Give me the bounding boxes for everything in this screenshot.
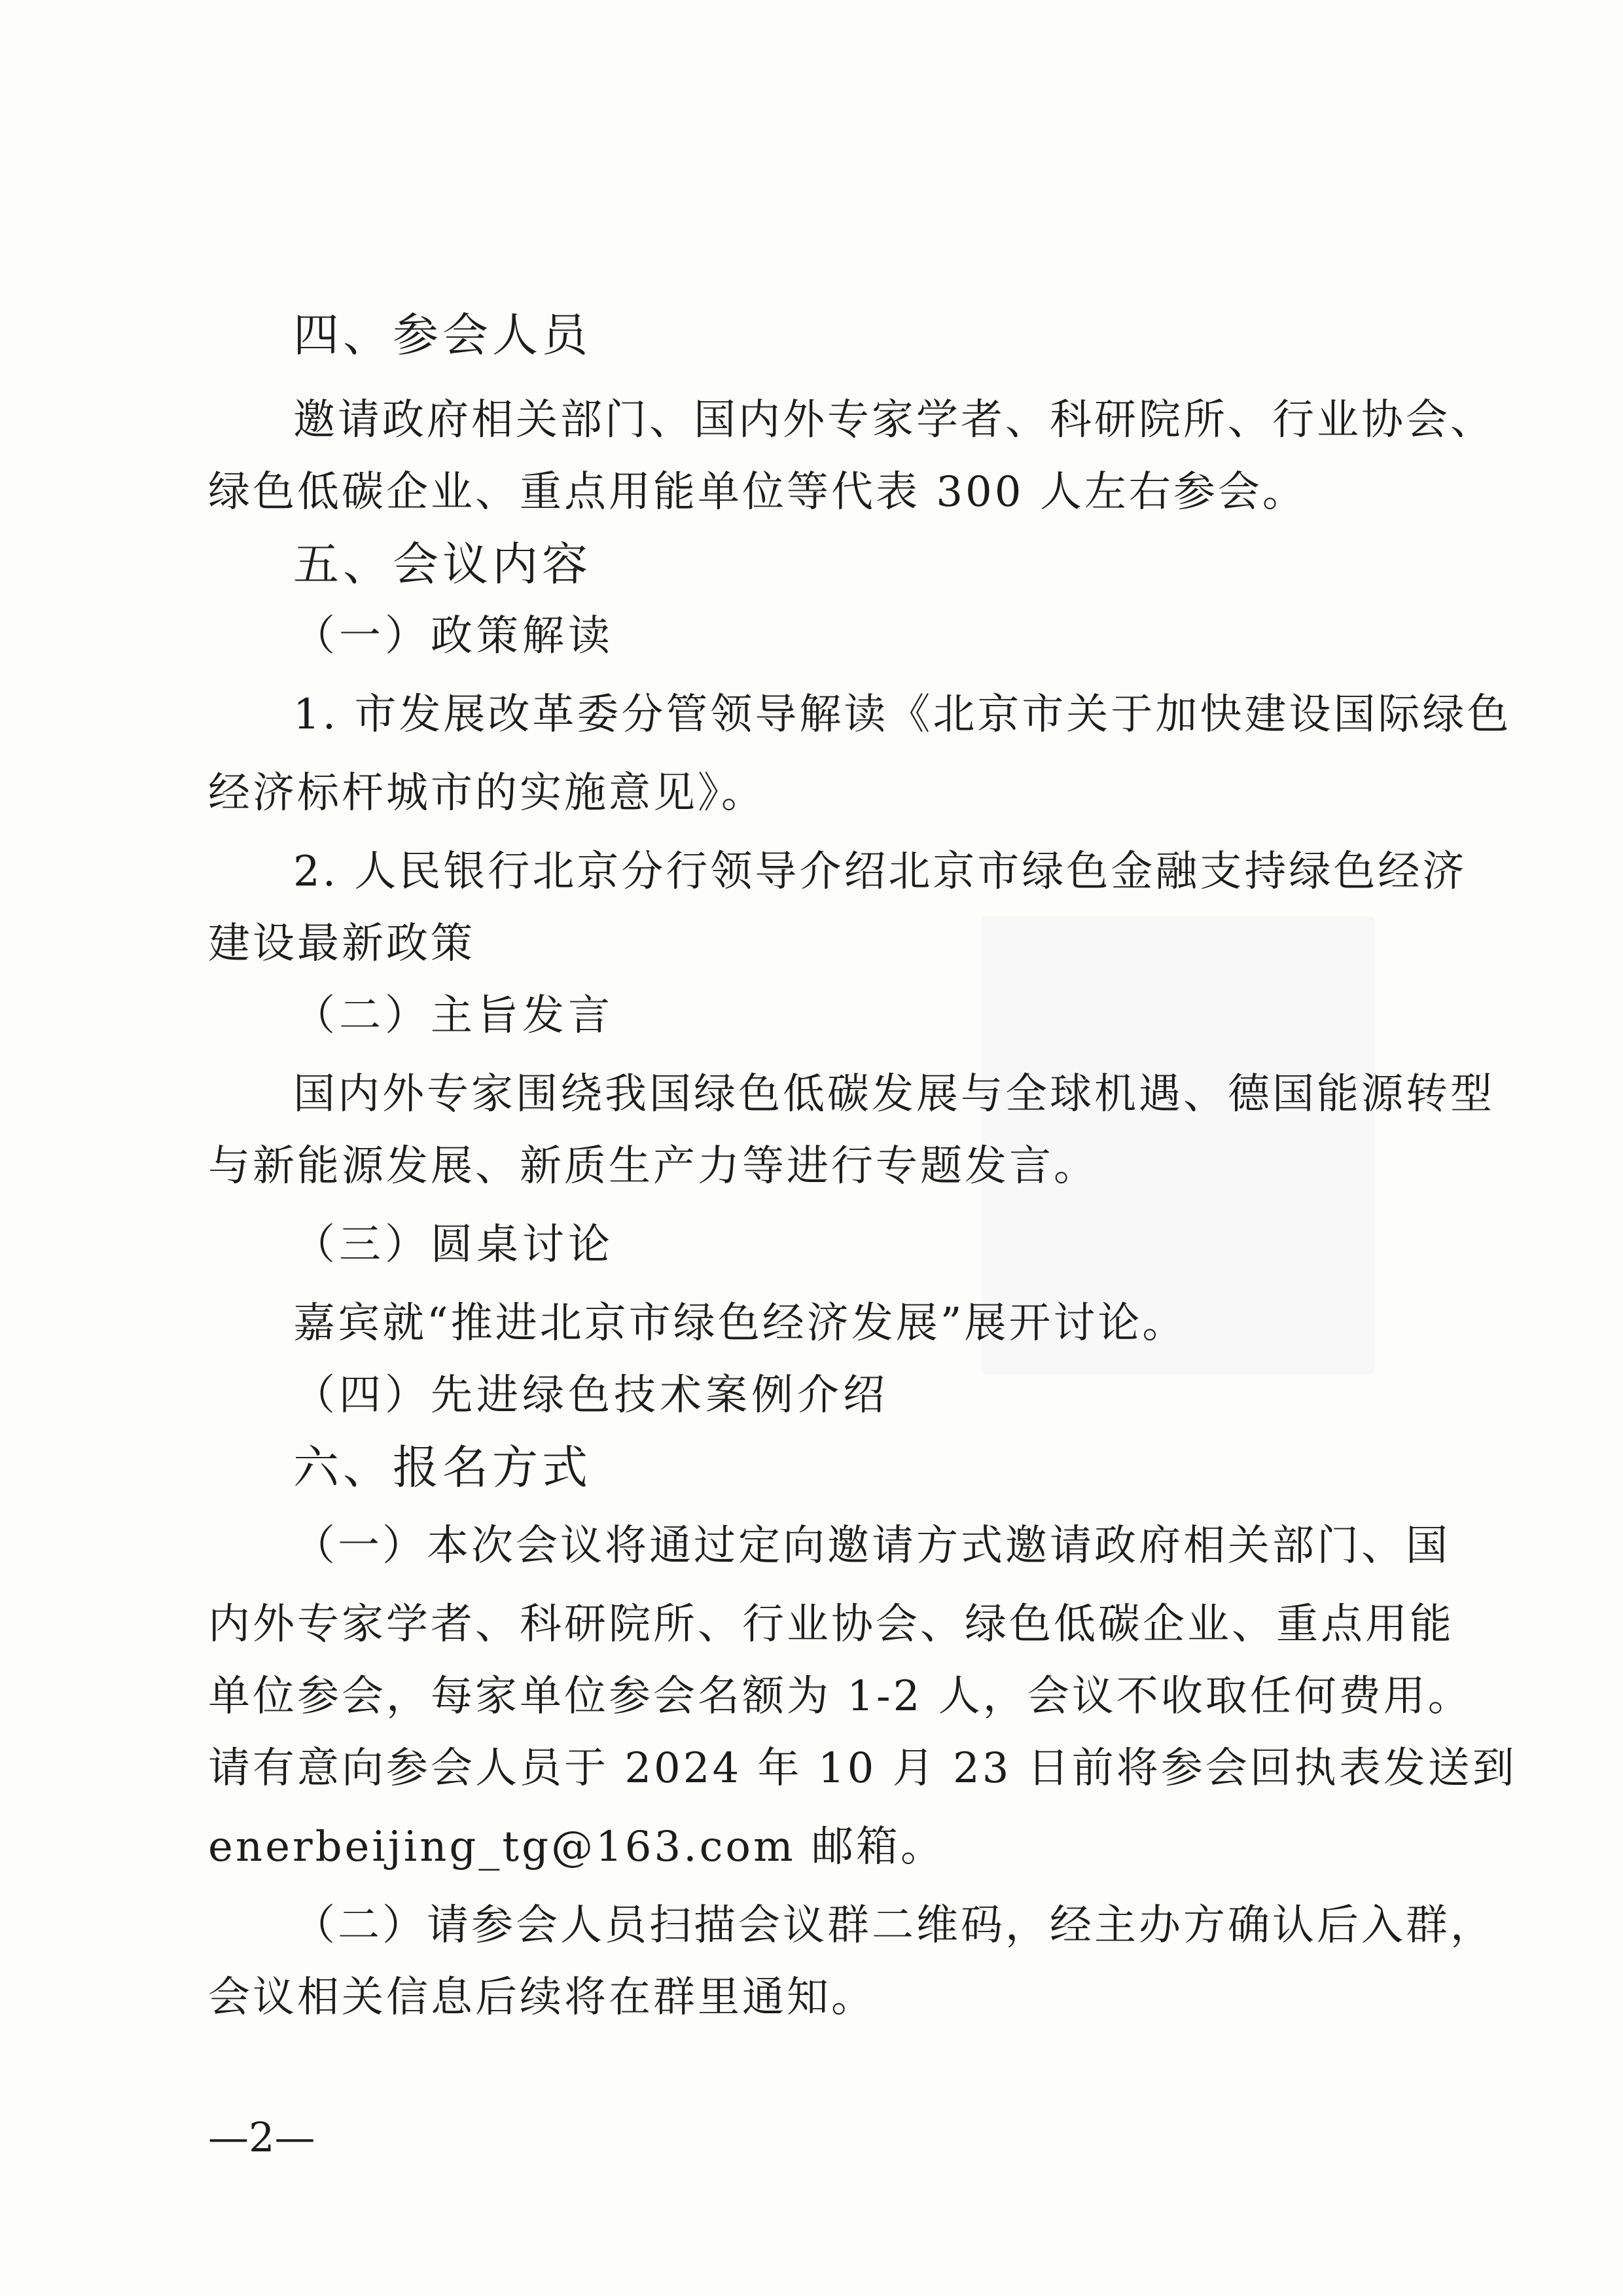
paragraph-line: 请有意向参会人员于 2024 年 10 月 23 日前将参会回执表发送到 xyxy=(208,1744,1517,1793)
paragraph-line: 内外专家学者、科研院所、行业协会、绿色低碳企业、重点用能 xyxy=(208,1600,1454,1649)
subsection-2-title: （二）主旨发言 xyxy=(293,992,614,1040)
paragraph-line: 会议相关信息后续将在群里通知。 xyxy=(208,1973,876,2022)
list-item-line: 经济标杆城市的实施意见》。 xyxy=(208,769,766,817)
section-5-title: 五、会议内容 xyxy=(293,537,592,591)
paragraph-line: （一）本次会议将通过定向邀请方式邀请政府相关部门、国 xyxy=(293,1522,1450,1570)
subsection-4-title: （四）先进绿色技术案例介绍 xyxy=(293,1371,889,1420)
subsection-3-title: （三）圆桌讨论 xyxy=(293,1221,614,1269)
list-item-line: 2. 人民银行北京分行领导介绍北京市绿色金融支持绿色经济 xyxy=(293,848,1467,896)
paragraph-line: （二）请参会人员扫描会议群二维码，经主办方确认后入群， xyxy=(293,1901,1495,1950)
subsection-1-title: （一）政策解读 xyxy=(293,612,614,660)
paragraph-line: 绿色低碳企业、重点用能单位等代表 300 人左右参会。 xyxy=(208,468,1307,516)
paragraph-line: 单位参会，每家单位参会名额为 1-2 人，会议不收取任何费用。 xyxy=(208,1672,1472,1721)
section-4-title: 四、参会人员 xyxy=(293,308,592,362)
paragraph-line: 与新能源发展、新质生产力等进行专题发言。 xyxy=(208,1142,1098,1191)
paragraph-line: 嘉宾就“推进北京市绿色经济发展”展开讨论。 xyxy=(293,1299,1187,1348)
email-line: enerbeijing_tg@163.com 邮箱。 xyxy=(208,1823,945,1871)
page-number: —2— xyxy=(208,2113,315,2161)
list-item-line: 1. 市发展改革委分管领导解读《北京市关于加快建设国际绿色 xyxy=(293,691,1512,739)
paragraph-line: 国内外专家围绕我国绿色低碳发展与全球机遇、德国能源转型 xyxy=(293,1070,1495,1119)
paragraph-line: 邀请政府相关部门、国内外专家学者、科研院所、行业协会、 xyxy=(293,396,1495,444)
list-item-line: 建设最新政策 xyxy=(208,920,475,968)
section-6-title: 六、报名方式 xyxy=(293,1441,592,1494)
